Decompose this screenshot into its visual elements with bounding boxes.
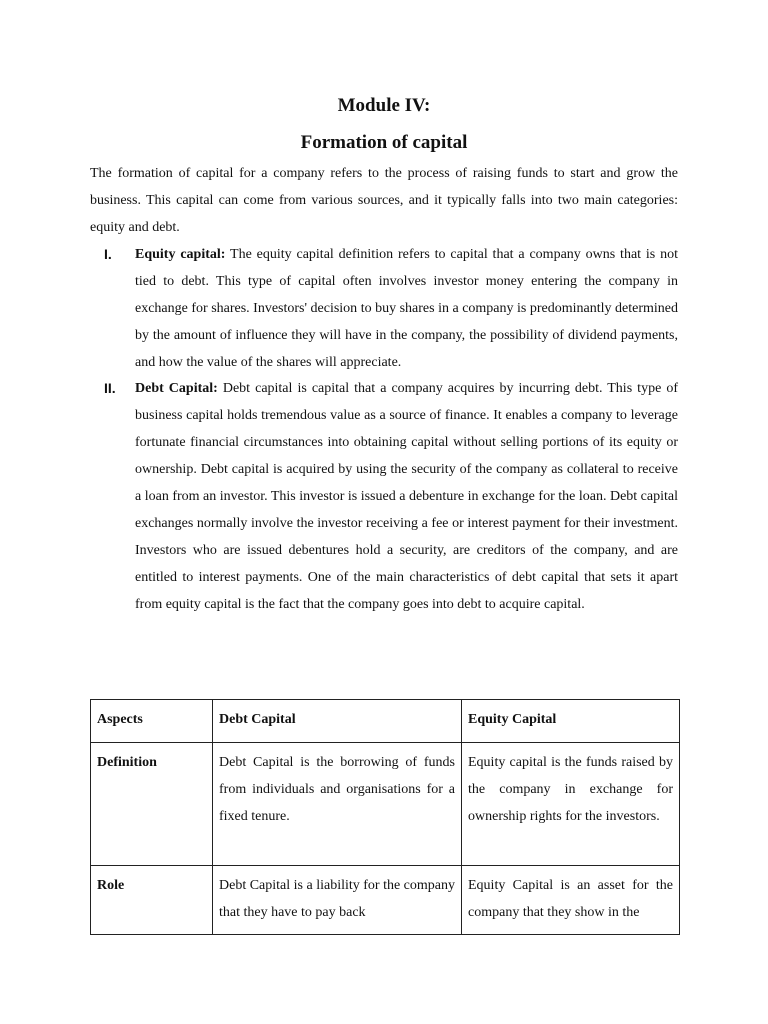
list-number: I. xyxy=(104,246,112,262)
table-cell-equity: Equity capital is the funds raised by the company in exchange for ownership rights for the investors. xyxy=(462,743,680,866)
table-header-row xyxy=(91,700,680,743)
section-title: Formation of capital xyxy=(300,132,468,153)
header-cell-equity: Equity Capital xyxy=(462,700,680,743)
list-number: II. xyxy=(104,380,116,396)
intro-paragraph: The formation of capital for a company refers to the process of raising funds to start and grow the business. This capital can come from various sources, and it typically falls into two main categories: equity and debt. xyxy=(90,166,678,235)
table-cell-equity: Equity Capital is an asset for the company that they show in the xyxy=(462,866,680,935)
list-item-equity xyxy=(90,241,678,376)
header-cell-debt: Debt Capital xyxy=(213,700,462,743)
module-title: Module IV: xyxy=(337,95,431,116)
table-cell-debt: Debt Capital is the borrowing of funds from individuals and organisations for a fixed tenure. xyxy=(213,743,462,866)
list-item-text xyxy=(135,375,678,618)
row-label: Definition xyxy=(91,743,213,866)
table-cell-debt: Debt Capital is a liability for the company that they have to pay back xyxy=(213,866,462,935)
list-item-debt xyxy=(90,375,678,618)
term-description: Debt capital is capital that a company acquires by incurring debt. This type of business capital holds tremendous value as a source of finance. It enables a company to leverage fortunate financial circumstances into obtaining capital without selling portions of its equity or ownership. Debt capital is acquired by using the security of the company as collateral to receive a loan from an investor. This investor is issued a debenture in exchange for the loan. Debt capital exchanges normally involve the investor receiving a fee or interest payment for their investment. Investors who are issued debentures hold a security, are creditors of the company, and are entitled to interest payments. One of the main characteristics of debt capital that sets it apart from equity capital is the fact that the company goes into debt to acquire capital. xyxy=(135,381,678,612)
comparison-table xyxy=(90,699,680,935)
row-label: Role xyxy=(91,866,213,935)
list-item-text xyxy=(135,241,678,376)
header-cell-aspects: Aspects xyxy=(91,700,213,743)
term-description: The equity capital definition refers to capital that a company owns that is not tied to debt. This type of capital often involves investor money entering the company in exchange for shares. Investors' decision to buy shares in a company is predominantly determined by the amount of influence they will have in the company, the possibility of dividend payments, and how the value of the shares will appreciate. xyxy=(135,247,678,370)
term-label: Equity capital: xyxy=(135,247,226,262)
term-label: Debt Capital: xyxy=(135,381,218,396)
table-row xyxy=(91,866,680,935)
table-row xyxy=(91,743,680,866)
